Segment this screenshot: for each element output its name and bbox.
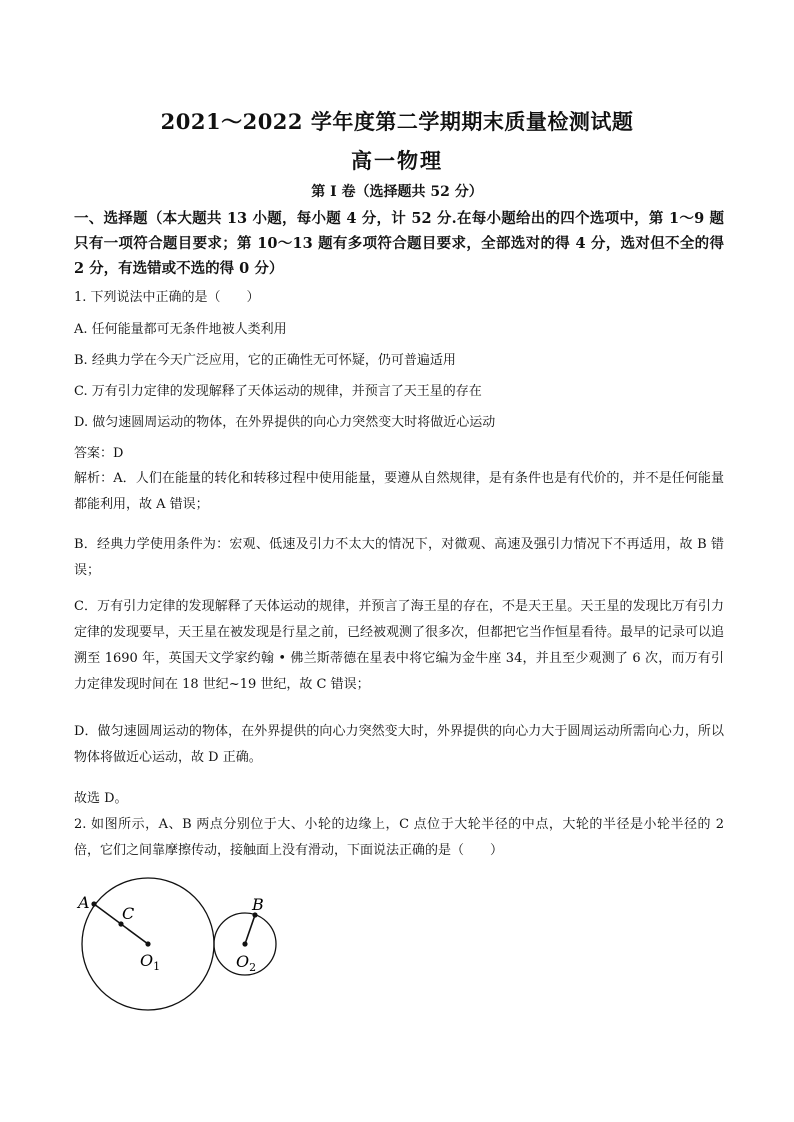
center-o1 xyxy=(145,941,150,946)
point-a xyxy=(91,901,96,906)
section-instructions: 一、选择题（本大题共 13 小题，每小题 4 分，计 52 分.在每小题给出的四个选项中，第 1～9 题只有一项符合题目要求；第 10～13 题有多项符合题目要求，全部选对的得 4 分，选对但不全的得 2 分，有选错或不选的得 0 分） xyxy=(74,210,724,277)
friction-wheels-diagram xyxy=(74,868,314,1018)
q1-analysis-d: D．做匀速圆周运动的物体，在外界提供的向心力突然变大时，外界提供的向心力大于圆周运动所需向心力，所以物体将做近心运动，故 D 正确。 xyxy=(74,724,724,765)
label-a: A xyxy=(78,893,90,912)
q1-option-c: C. 万有引力定律的发现解释了天体运动的规律，并预言了天王星的存在 xyxy=(74,384,482,399)
q1-option-b: B. 经典力学在今天广泛应用，它的正确性无可怀疑，仍可普遍适用 xyxy=(74,353,456,368)
q1-answer: 答案：D xyxy=(74,446,124,461)
label-b: B xyxy=(252,895,264,914)
q1-option-a: A. 任何能量都可无条件地被人类利用 xyxy=(74,322,287,337)
q2-figure xyxy=(74,868,314,1022)
label-o1: $O_1$ xyxy=(140,951,161,973)
q2-stem: 2. 如图所示，A、B 两点分别位于大、小轮的边缘上，C 点位于大轮半径的中点，大轮的半径是小轮半径的 2 倍，它们之间靠摩擦传动，接触面上没有滑动，下面说法正确的是（ ） xyxy=(74,817,724,858)
q1-analysis-c: C．万有引力定律的发现解释了天体运动的规律，并预言了海王星的存在，不是天王星。天王星的发现比万有引力定律的发现要早，天王星在被发现是行星之前，已经被观测了很多次，但都把它当作恒星看待。最早的记录可以追溯至 1690 年，英国天文学家约翰 • 佛兰斯蒂德在星表中将它编为金牛座 34，并且至少观测了 6 次，而万有引力定律发现时间在 18 世纪~19 世纪，故 C 错误； xyxy=(74,599,725,692)
exam-title: 2021～2022 学年度第二学期期末质量检测试题 xyxy=(160,109,634,134)
label-o2: $O_2$ xyxy=(236,952,257,974)
label-c: C xyxy=(122,904,135,923)
center-o2 xyxy=(242,941,247,946)
small-wheel-radius xyxy=(245,915,255,944)
subject-title: 高一物理 xyxy=(351,148,443,173)
q1-option-d: D. 做匀速圆周运动的物体，在外界提供的向心力突然变大时将做近心运动 xyxy=(74,415,496,430)
q1-analysis-a: 解析：A．人们在能量的转化和转移过程中使用能量，要遵从自然规律，是有条件也是有代价的，并不是任何能量都能利用，故 A 错误； xyxy=(74,471,724,512)
q1-conclusion: 故选 D。 xyxy=(74,791,128,806)
volume-heading: 第 I 卷（选择题共 52 分） xyxy=(311,184,483,200)
q1-analysis-b: B．经典力学使用条件为：宏观、低速及引力不太大的情况下，对微观、高速及强引力情况下不再适用，故 B 错误； xyxy=(74,537,724,578)
q1-stem: 1. 下列说法中正确的是（ ） xyxy=(74,290,260,305)
